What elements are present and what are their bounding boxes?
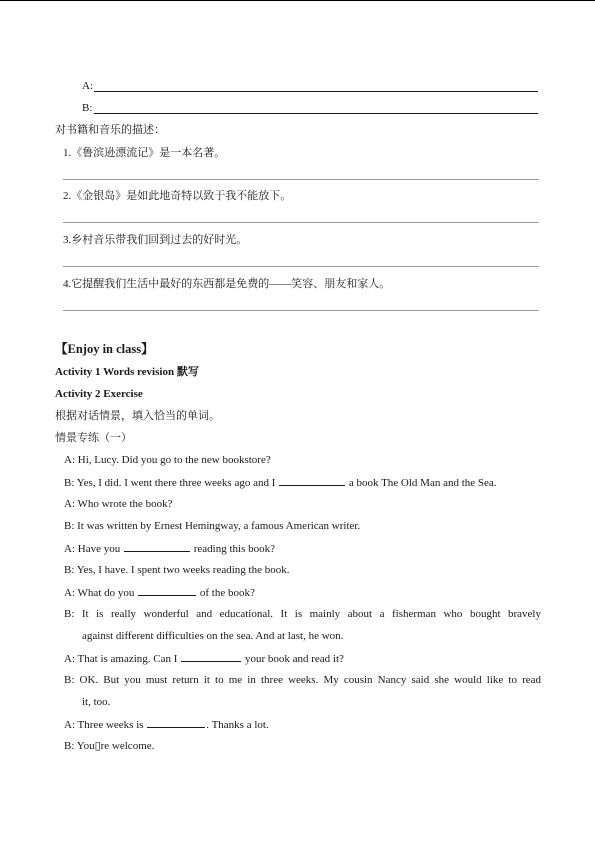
answer-b-line — [94, 113, 538, 114]
dialogue-line-8a: B: It is really wonderful and educational. It is mainly about a fisherman who bought bravely — [64, 608, 541, 620]
translation-intro: 对书籍和音乐的描述： — [55, 124, 165, 136]
fill-blank-2[interactable] — [124, 541, 190, 552]
fill-blank-4[interactable] — [181, 651, 241, 662]
dialogue-line-2: B: Yes, I did. I went there three weeks ago and I a book The Old Man and the Sea. — [64, 477, 497, 489]
answer-a-line — [94, 91, 538, 92]
dialogue-line-10a: B: OK. But you must return it to me in three weeks. My cousin Nancy said she would like to read — [64, 674, 541, 686]
page-top-border — [0, 0, 595, 1]
translation-item-4: 4.它提醒我们生活中最好的东西都是免费的——笑容、朋友和家人。 — [63, 278, 391, 290]
fill-blank-1[interactable] — [279, 475, 345, 486]
dialogue-line-1: A: Hi, Lucy. Did you go to the new bookstore? — [64, 454, 271, 466]
dialogue-line-7: A: What do you of the book? — [64, 587, 255, 599]
translation-answer-line-4 — [63, 310, 539, 311]
dialogue-line-4: B: It was written by Ernest Hemingway, a famous American writer. — [64, 520, 361, 532]
translation-answer-line-2 — [63, 222, 539, 223]
translation-item-1: 1.《鲁滨逊漂流记》是一本名著。 — [63, 147, 226, 159]
dialogue-line-10b: it, too. — [82, 696, 111, 708]
exercise-instruction: 根据对话情景，填入恰当的单词。 — [55, 410, 220, 422]
dialogue-line-12: B: You▯re welcome. — [64, 740, 155, 752]
dialogue-line-6: B: Yes, I have. I spent two weeks reading the book. — [64, 564, 290, 576]
activity-1-title: Activity 1 Words revision 默写 — [55, 366, 199, 378]
fill-blank-5[interactable] — [147, 717, 205, 728]
dialogue-line-11: A: Three weeks is . Thanks a lot. — [64, 719, 269, 731]
activity-2-title: Activity 2 Exercise — [55, 388, 143, 400]
dialogue-line-3: A: Who wrote the book? — [64, 498, 173, 510]
scenario-title: 情景专练（一） — [55, 432, 132, 444]
dialogue-line-9: A: That is amazing. Can I your book and read it? — [64, 653, 344, 665]
translation-item-2: 2.《金银岛》是如此地奇特以致于我不能放下。 — [63, 190, 292, 202]
translation-item-3: 3.乡村音乐带我们回到过去的好时光。 — [63, 234, 248, 246]
dialogue-line-8b: against different difficulties on the sea. And at last, he won. — [82, 630, 344, 642]
answer-a-label: A: — [82, 80, 93, 92]
dialogue-line-5: A: Have you reading this book? — [64, 543, 275, 555]
section-heading: 【Enjoy in class】 — [55, 342, 154, 356]
fill-blank-3[interactable] — [138, 585, 196, 596]
answer-b-label: B: — [82, 102, 93, 114]
translation-answer-line-3 — [63, 266, 539, 267]
translation-answer-line-1 — [63, 179, 539, 180]
